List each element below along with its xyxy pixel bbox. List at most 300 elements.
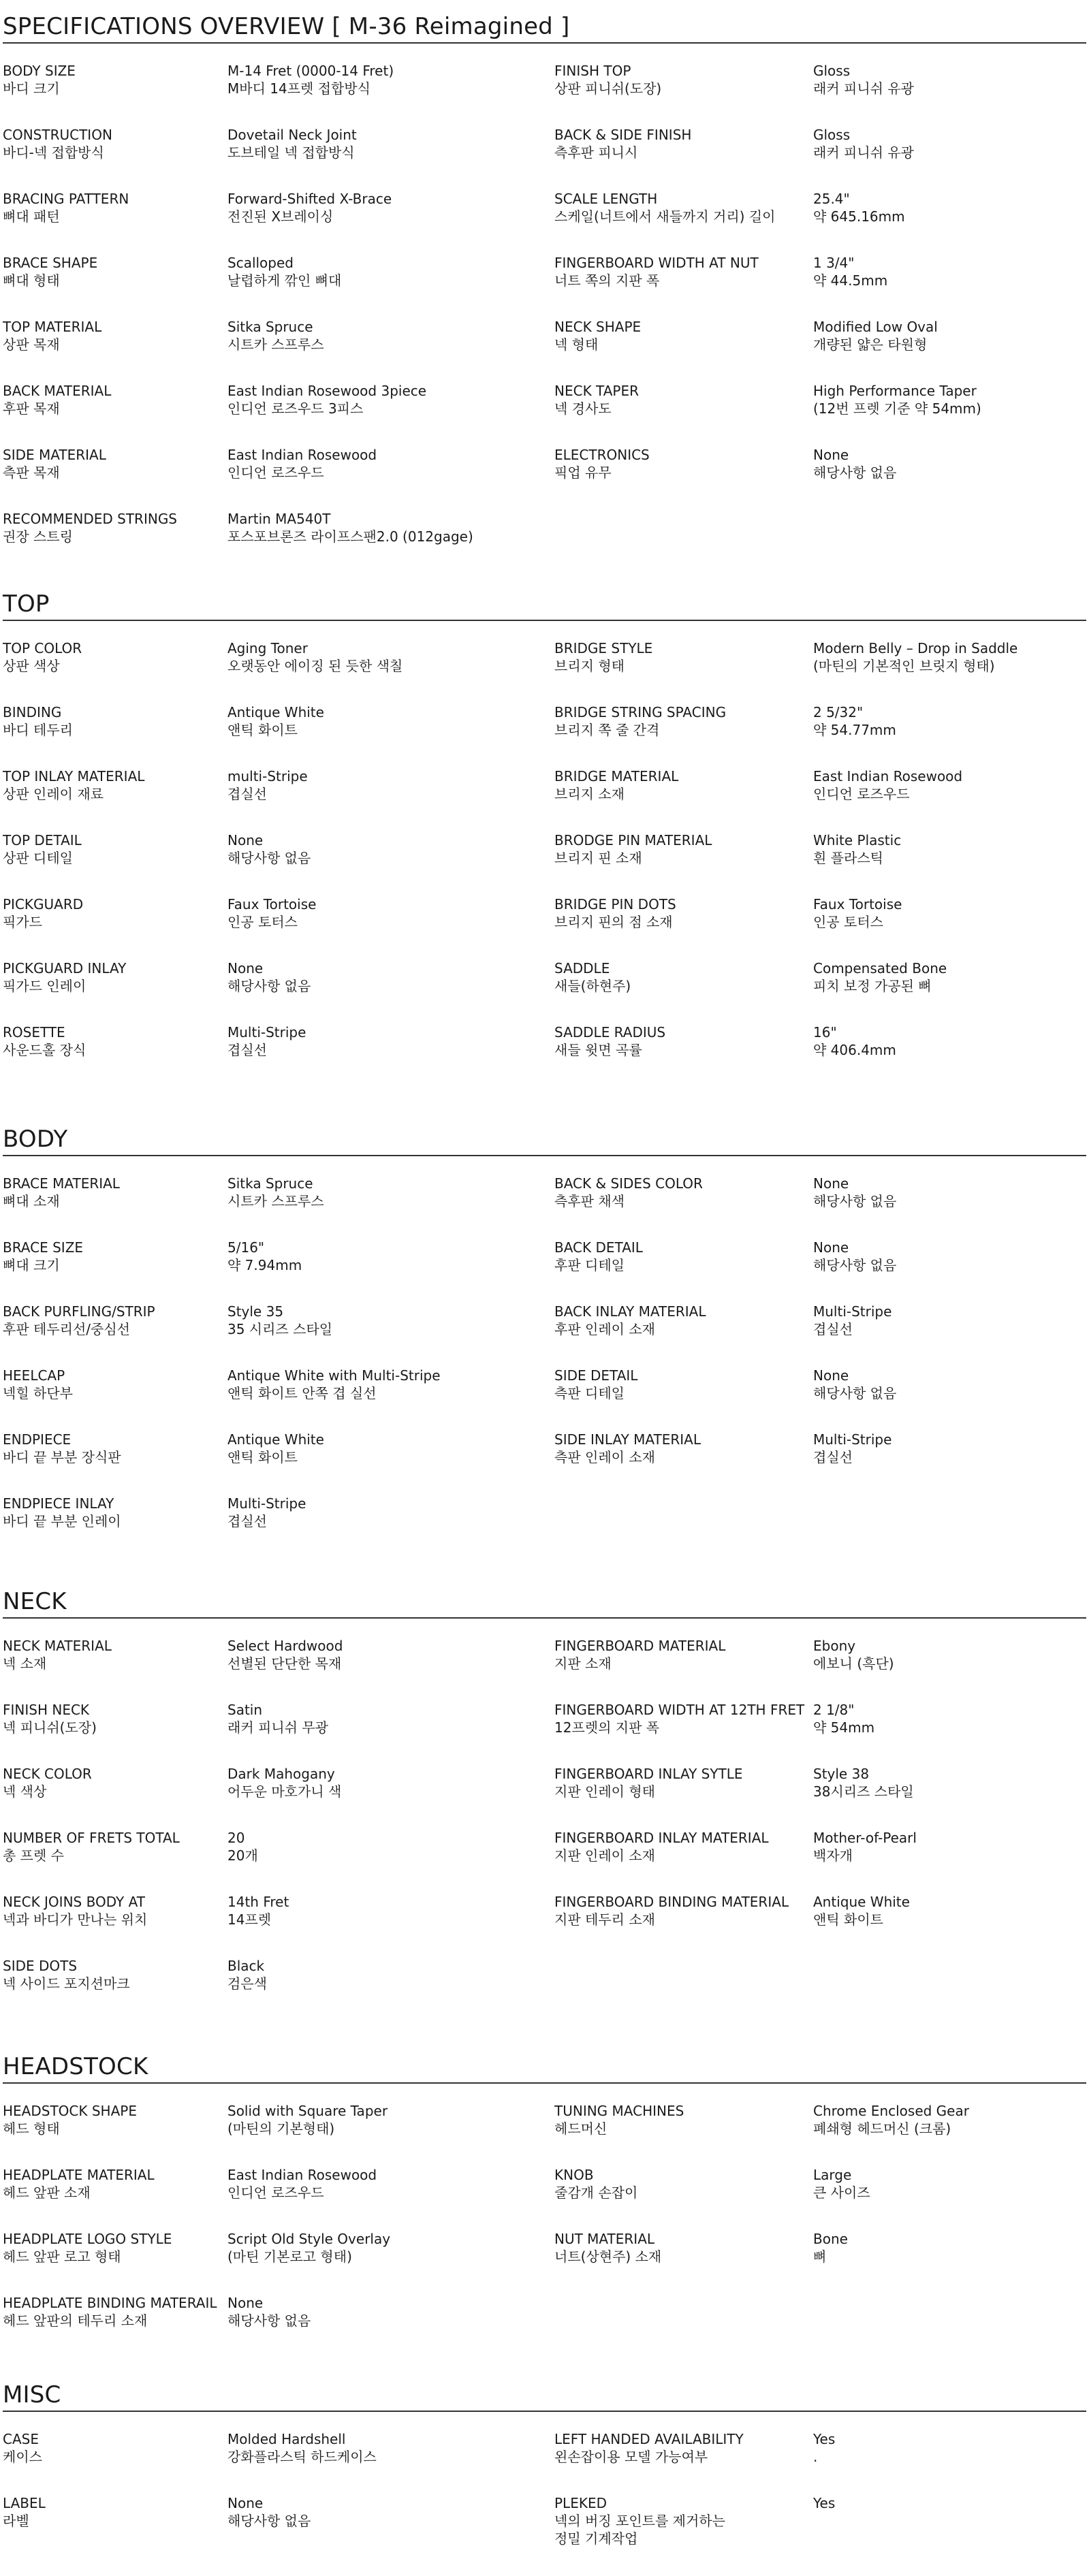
spec-value: [813, 1637, 1089, 1701]
spec-value-en: 2 1/8": [813, 1702, 855, 1718]
spec-label-ko: 브리지 핀의 점 소재: [554, 914, 673, 930]
spec-label-ko: 바디 테두리: [3, 722, 73, 738]
spec-value: [227, 62, 554, 126]
spec-value-ko: 래커 피니쉬 유광: [813, 80, 914, 97]
spec-value: [227, 2494, 554, 2558]
spec-label-ko: 넥 색상: [3, 1783, 47, 1800]
spec-value: [227, 639, 554, 703]
spec-value-ko: 백자개: [813, 1847, 853, 1864]
spec-label-ko: 후판 디테일: [554, 1257, 625, 1273]
spec-label: [3, 126, 227, 190]
spec-value-en: Yes: [813, 2495, 836, 2511]
spec-value-en: None: [813, 1239, 849, 1256]
spec-label-en: NUT MATERIAL: [554, 2231, 655, 2247]
spec-label: [554, 1303, 813, 1367]
spec-label-ko: 픽업 유무: [554, 464, 612, 481]
spec-label: [554, 318, 813, 382]
spec-label-ko: 브리지 형태: [554, 658, 625, 674]
spec-label-ko: 넥 형태: [554, 336, 599, 353]
spec-value-en: None: [227, 832, 264, 848]
spec-label: [554, 959, 813, 1023]
spec-value: [813, 1893, 1089, 1957]
spec-label-ko: 측후판 피니시: [554, 144, 638, 161]
section-title: NECK: [3, 1590, 1086, 1619]
spec-value-en: Molded Hardshell: [227, 2431, 346, 2447]
spec-grid: [3, 1619, 1086, 2021]
spec-value: [813, 959, 1089, 1023]
spec-value-ko: 시트카 스프루스: [227, 1193, 324, 1209]
spec-label: [3, 2494, 227, 2558]
spec-label-en: BRACING PATTERN: [3, 191, 129, 207]
spec-value-ko: 35 시리즈 스타일: [227, 1321, 333, 1337]
spec-label-ko: 뼈대 형태: [3, 272, 60, 289]
spec-value: [227, 2230, 554, 2294]
spec-value-ko: 해당사항 없음: [227, 2312, 311, 2329]
spec-value-ko: 약 645.16mm: [813, 208, 905, 225]
spec-value-en: Dark Mahogany: [227, 1766, 335, 1782]
spec-label-en: NECK COLOR: [3, 1766, 92, 1782]
spec-value-ko: 래커 피니쉬 유광: [813, 144, 914, 161]
spec-value-ko: 오랫동안 에이징 된 듯한 색칠: [227, 658, 403, 674]
spec-label: [554, 2430, 813, 2494]
spec-label: [554, 190, 813, 254]
spec-label-en: BRACE SIZE: [3, 1239, 84, 1256]
spec-label-ko: 왼손잡이용 모델 가능여부: [554, 2449, 708, 2465]
spec-label-ko: 측판 디테일: [554, 1385, 625, 1401]
spec-value: [813, 1023, 1089, 1087]
spec-value: [813, 1495, 1089, 1559]
spec-value: [813, 126, 1089, 190]
spec-value-ko: 강화플라스틱 하드케이스: [227, 2449, 377, 2465]
spec-label-en: BRIDGE STRING SPACING: [554, 704, 727, 720]
spec-value: [813, 318, 1089, 382]
spec-value: [227, 2430, 554, 2494]
spec-label: [554, 62, 813, 126]
spec-value-ko: 약 54.77mm: [813, 722, 896, 738]
spec-label-ko: 후판 테두리선/중심선: [3, 1321, 130, 1337]
spec-value: [813, 1957, 1089, 2021]
spec-label-en: FINISH TOP: [554, 63, 631, 79]
spec-value-en: 16": [813, 1024, 837, 1040]
spec-value: [813, 446, 1089, 510]
spec-label-en: ENDPIECE: [3, 1431, 72, 1448]
spec-label: [554, 1701, 813, 1765]
spec-label-ko: 바디 끝 부분 장식판: [3, 1449, 121, 1465]
spec-value-en: Solid with Square Taper: [227, 2103, 388, 2119]
spec-value-ko: 20개: [227, 1847, 258, 1864]
spec-value-en: Aging Toner: [227, 640, 308, 656]
spec-label: [554, 1431, 813, 1495]
spec-label: [554, 510, 813, 574]
spec-value: [227, 1765, 554, 1829]
spec-value-en: None: [813, 447, 849, 463]
spec-value-en: Large: [813, 2167, 852, 2183]
spec-value-ko: 앤틱 화이트: [227, 1449, 298, 1465]
spec-label-en: SCALE LENGTH: [554, 191, 658, 207]
spec-label-ko: 넥 피니쉬(도장): [3, 1719, 97, 1736]
spec-value: [227, 2294, 554, 2358]
spec-value: [813, 1239, 1089, 1303]
spec-label-en: LABEL: [3, 2495, 46, 2511]
spec-label-en: CONSTRUCTION: [3, 127, 112, 143]
spec-value-ko: 해당사항 없음: [227, 2513, 311, 2529]
spec-label: [3, 1239, 227, 1303]
spec-value-en: Forward-Shifted X-Brace: [227, 191, 392, 207]
spec-label-ko: 권장 스트링: [3, 528, 73, 545]
spec-value-en: Chrome Enclosed Gear: [813, 2103, 969, 2119]
spec-label-en: FINISH NECK: [3, 1702, 90, 1718]
spec-label: [3, 1893, 227, 1957]
spec-label-ko: 지판 인레이 소재: [554, 1847, 655, 1864]
spec-label-en: BRIDGE PIN DOTS: [554, 896, 676, 912]
spec-value: [227, 1239, 554, 1303]
spec-label: [554, 382, 813, 446]
spec-value: [813, 1701, 1089, 1765]
spec-label: [3, 1023, 227, 1087]
spec-value: [227, 1023, 554, 1087]
spec-value-en: East Indian Rosewood 3piece: [227, 383, 427, 399]
spec-label: [554, 2102, 813, 2166]
spec-grid: [3, 1156, 1086, 1559]
spec-label-en: TOP INLAY MATERIAL: [3, 768, 145, 784]
spec-value: [813, 510, 1089, 574]
spec-label-ko: 바디 끝 부분 인레이: [3, 1513, 121, 1529]
spec-label: [554, 1367, 813, 1431]
spec-label-en: ROSETTE: [3, 1024, 65, 1040]
spec-value: [227, 1829, 554, 1893]
spec-label-ko: 픽가드: [3, 914, 42, 930]
spec-label-ko: 너트 쪽의 지판 폭: [554, 272, 660, 289]
spec-value-ko: 해당사항 없음: [813, 464, 897, 481]
spec-value-ko: 인공 토터스: [227, 914, 298, 930]
spec-value-en: Gloss: [813, 63, 851, 79]
spec-label: [3, 510, 227, 574]
spec-label-ko: 지판 테두리 소재: [554, 1911, 655, 1928]
spec-value: [813, 1303, 1089, 1367]
spec-label-ko: 줄감개 손잡이: [554, 2184, 638, 2201]
spec-label-en: SIDE MATERIAL: [3, 447, 106, 463]
spec-value-en: Multi-Stripe: [227, 1495, 306, 1512]
spec-label: [554, 1765, 813, 1829]
spec-label-en: HEADPLATE MATERIAL: [3, 2167, 155, 2183]
spec-label: [3, 190, 227, 254]
spec-label-en: NECK TAPER: [554, 383, 639, 399]
spec-value-ko: 38시리즈 스타일: [813, 1783, 914, 1800]
spec-label-ko: 새들 윗면 곡률: [554, 1042, 642, 1058]
spec-value: [227, 1495, 554, 1559]
spec-label-en: NECK MATERIAL: [3, 1638, 112, 1654]
spec-label-en: PLEKED: [554, 2495, 607, 2511]
spec-label: [3, 1765, 227, 1829]
spec-value-ko: 날렵하게 깎인 뼈대: [227, 272, 342, 289]
spec-label-en: HEADPLATE LOGO STYLE: [3, 2231, 172, 2247]
spec-label-ko: 뼈대 패턴: [3, 208, 60, 225]
spec-value-ko: 해당사항 없음: [227, 850, 311, 866]
spec-label-ko: 넥 소재: [3, 1655, 47, 1672]
spec-label: [3, 767, 227, 831]
spec-value-ko: 약 7.94mm: [227, 1257, 302, 1273]
spec-value: [227, 254, 554, 318]
spec-value-ko: (마틴의 기본형태): [227, 2120, 335, 2137]
spec-label-en: FINGERBOARD WIDTH AT 12TH FRET: [554, 1702, 805, 1718]
spec-label: [3, 2294, 227, 2358]
spec-label-ko: 스케일(너트에서 새들까지 거리) 길이: [554, 208, 776, 225]
spec-value-en: 5/16": [227, 1239, 265, 1256]
spec-label-en: BACK MATERIAL: [3, 383, 112, 399]
spec-grid: [3, 621, 1086, 1087]
spec-value-en: Scalloped: [227, 255, 294, 271]
spec-label: [3, 639, 227, 703]
spec-grid: [3, 44, 1086, 574]
spec-value: [227, 703, 554, 767]
spec-value-ko: (마틴의 기본적인 브릿지 형태): [813, 658, 995, 674]
section-body: [3, 1128, 1086, 1559]
spec-value-ko: 인디언 로즈우드: [227, 464, 324, 481]
spec-value-ko: 해당사항 없음: [227, 978, 311, 994]
spec-label: [3, 831, 227, 895]
spec-label: [554, 1957, 813, 2021]
spec-value: [227, 1637, 554, 1701]
spec-value: [227, 1303, 554, 1367]
spec-value: [813, 1431, 1089, 1495]
spec-value-en: Sitka Spruce: [227, 1175, 313, 1192]
spec-label: [3, 62, 227, 126]
spec-value-ko: 해당사항 없음: [813, 1257, 897, 1273]
spec-value-en: Antique White: [227, 704, 324, 720]
spec-value-ko: 도브테일 넥 접합방식: [227, 144, 355, 161]
spec-value-ko: (12번 프렛 기준 약 54mm): [813, 400, 981, 417]
spec-value-ko: 피치 보정 가공된 뼈: [813, 978, 932, 994]
spec-value: [227, 1893, 554, 1957]
spec-value-en: Satin: [227, 1702, 263, 1718]
spec-value-en: Antique White: [227, 1431, 324, 1448]
spec-label: [554, 446, 813, 510]
spec-value-en: Script Old Style Overlay: [227, 2231, 391, 2247]
spec-value-ko: 겹실선: [813, 1449, 853, 1465]
spec-value-en: Antique White: [813, 1894, 910, 1910]
spec-label-ko: 뼈대 크기: [3, 1257, 60, 1273]
spec-value-en: multi-Stripe: [227, 768, 308, 784]
spec-label-en: TOP COLOR: [3, 640, 82, 656]
spec-value-ko: 검은색: [227, 1975, 267, 1992]
spec-label-ko: 상판 피니쉬(도장): [554, 80, 662, 97]
spec-label: [554, 2494, 813, 2558]
spec-label: [554, 1893, 813, 1957]
spec-label-en: FINGERBOARD BINDING MATERIAL: [554, 1894, 789, 1910]
spec-value: [227, 1957, 554, 2021]
spec-value: [813, 1765, 1089, 1829]
spec-value-ko: 겹실선: [813, 1321, 853, 1337]
spec-value: [227, 1701, 554, 1765]
spec-value: [813, 190, 1089, 254]
spec-label: [3, 2230, 227, 2294]
spec-value-en: White Plastic: [813, 832, 902, 848]
spec-value: [813, 895, 1089, 959]
spec-label-ko: 너트(상현주) 소재: [554, 2248, 662, 2265]
spec-label: [554, 2230, 813, 2294]
spec-value-ko: 선별된 단단한 목재: [227, 1655, 342, 1672]
spec-value-ko: 앤틱 화이트: [813, 1911, 883, 1928]
spec-label-en: ENDPIECE INLAY: [3, 1495, 114, 1512]
spec-label-en: SADDLE: [554, 960, 610, 976]
spec-label: [554, 1829, 813, 1893]
spec-grid: [3, 2084, 1086, 2358]
spec-label-en: BACK PURFLING/STRIP: [3, 1303, 155, 1320]
spec-value-ko: 겹실선: [227, 1513, 267, 1529]
spec-value-en: Gloss: [813, 127, 851, 143]
spec-value-ko: 약 44.5mm: [813, 272, 888, 289]
spec-label: [3, 1637, 227, 1701]
section-misc: [3, 2383, 1086, 2558]
spec-value-en: High Performance Taper: [813, 383, 977, 399]
spec-value-en: East Indian Rosewood: [227, 2167, 377, 2183]
spec-value-ko: 앤틱 화이트 안쪽 겹 실선: [227, 1385, 377, 1401]
spec-value-ko: 인디언 로즈우드: [813, 786, 910, 802]
spec-value-en: Faux Tortoise: [813, 896, 902, 912]
spec-label-en: TOP MATERIAL: [3, 319, 102, 335]
spec-value-ko: 어두운 마호가니 색: [227, 1783, 342, 1800]
spec-value-en: Select Hardwood: [227, 1638, 343, 1654]
spec-value: [227, 446, 554, 510]
spec-value-en: Dovetail Neck Joint: [227, 127, 357, 143]
spec-label-ko: 넥힐 하단부: [3, 1385, 73, 1401]
spec-value-ko: 에보니 (흑단): [813, 1655, 894, 1672]
spec-label-en: BACK & SIDE FINISH: [554, 127, 692, 143]
spec-label: [554, 254, 813, 318]
spec-label-en: RECOMMENDED STRINGS: [3, 511, 178, 527]
spec-label-ko: 넥의 버징 포인트를 제거하는 정밀 기계작업: [554, 2513, 725, 2547]
spec-value-en: Multi-Stripe: [813, 1303, 892, 1320]
spec-label-en: SIDE DOTS: [3, 1958, 78, 1974]
spec-value-en: M-14 Fret (0000-14 Fret): [227, 63, 394, 79]
spec-label-en: BACK & SIDES COLOR: [554, 1175, 703, 1192]
spec-label-en: NECK SHAPE: [554, 319, 642, 335]
spec-label-en: FINGERBOARD INLAY MATERIAL: [554, 1830, 769, 1846]
spec-value-ko: 인디언 로즈우드: [227, 2184, 324, 2201]
section-title: TOP: [3, 592, 1086, 621]
spec-value: [227, 318, 554, 382]
spec-value: [813, 767, 1089, 831]
spec-value-en: 1 3/4": [813, 255, 855, 271]
spec-label-ko: 넥 경사도: [554, 400, 612, 417]
section-overview: [3, 0, 1086, 574]
spec-value-ko: .: [813, 2449, 818, 2465]
spec-value: [227, 895, 554, 959]
spec-label-ko: 바디 크기: [3, 80, 60, 97]
spec-label-en: BODY SIZE: [3, 63, 76, 79]
spec-label-en: BINDING: [3, 704, 62, 720]
spec-value-ko: (마틴 기본로고 형태): [227, 2248, 352, 2265]
spec-value-en: Compensated Bone: [813, 960, 947, 976]
spec-value-en: Modified Low Oval: [813, 319, 938, 335]
spec-value: [813, 2494, 1089, 2558]
spec-label: [3, 446, 227, 510]
spec-label-ko: 측후판 채색: [554, 1193, 625, 1209]
spec-value-en: None: [813, 1367, 849, 1384]
spec-label: [554, 1239, 813, 1303]
spec-label-en: NECK JOINS BODY AT: [3, 1894, 145, 1910]
spec-label-en: NUMBER OF FRETS TOTAL: [3, 1830, 180, 1846]
spec-value-en: 20: [227, 1830, 245, 1846]
spec-value: [813, 1175, 1089, 1239]
spec-label: [3, 318, 227, 382]
spec-label-ko: 새들(하현주): [554, 978, 631, 994]
spec-label-ko: 픽가드 인레이: [3, 978, 86, 994]
spec-value-ko: 래커 피니쉬 무광: [227, 1719, 328, 1736]
spec-value-ko: 앤틱 화이트: [227, 722, 298, 738]
spec-value: [813, 62, 1089, 126]
spec-value-en: Ebony: [813, 1638, 856, 1654]
spec-value-ko: 개량된 얇은 타원형: [813, 336, 928, 353]
spec-value: [227, 126, 554, 190]
spec-value-ko: 인디언 로즈우드 3피스: [227, 400, 364, 417]
spec-label: [3, 1829, 227, 1893]
spec-label: [554, 639, 813, 703]
spec-label-ko: 헤드 앞판 소재: [3, 2184, 91, 2201]
spec-label-ko: 헤드 앞판 로고 형태: [3, 2248, 121, 2265]
spec-value: [813, 831, 1089, 895]
spec-value-ko: 인공 토터스: [813, 914, 883, 930]
spec-label-ko: 뼈대 소재: [3, 1193, 60, 1209]
spec-label: [3, 1431, 227, 1495]
spec-value: [813, 703, 1089, 767]
spec-label-en: BACK DETAIL: [554, 1239, 643, 1256]
spec-value: [813, 1829, 1089, 1893]
spec-label-en: BRIDGE STYLE: [554, 640, 653, 656]
spec-label-ko: 측판 인레이 소재: [554, 1449, 655, 1465]
spec-label-en: BRACE MATERIAL: [3, 1175, 120, 1192]
spec-value: [813, 1367, 1089, 1431]
spec-value: [813, 254, 1089, 318]
spec-label: [3, 1495, 227, 1559]
spec-label-ko: 상판 색상: [3, 658, 60, 674]
spec-label-ko: 측판 목재: [3, 464, 60, 481]
spec-value-en: Faux Tortoise: [227, 896, 317, 912]
spec-value-en: 2 5/32": [813, 704, 864, 720]
spec-label-ko: 후판 목재: [3, 400, 60, 417]
spec-label-ko: 넥과 바디가 만나는 위치: [3, 1911, 148, 1928]
spec-value: [227, 1175, 554, 1239]
spec-label-en: BRODGE PIN MATERIAL: [554, 832, 712, 848]
spec-label-ko: 브리지 핀 소재: [554, 850, 642, 866]
spec-value-en: 25.4": [813, 191, 850, 207]
spec-label: [3, 382, 227, 446]
spec-value-en: None: [227, 960, 264, 976]
spec-value: [227, 959, 554, 1023]
spec-value-en: Modern Belly – Drop in Saddle: [813, 640, 1018, 656]
spec-label-en: SADDLE RADIUS: [554, 1024, 666, 1040]
section-title: MISC: [3, 2383, 1086, 2412]
spec-label-ko: 헤드 앞판의 테두리 소재: [3, 2312, 148, 2329]
spec-label: [3, 2430, 227, 2494]
spec-value-ko: M바디 14프렛 접합방식: [227, 80, 370, 97]
spec-value-en: East Indian Rosewood: [227, 447, 377, 463]
spec-value: [227, 1367, 554, 1431]
spec-label-ko: 넥 사이드 포지션마크: [3, 1975, 130, 1992]
spec-label-ko: 후판 인레이 소재: [554, 1321, 655, 1337]
spec-label: [554, 1023, 813, 1087]
spec-label: [554, 126, 813, 190]
spec-label-ko: 상판 인레이 재료: [3, 786, 104, 802]
spec-label-en: BRACE SHAPE: [3, 255, 98, 271]
spec-label-en: PICKGUARD: [3, 896, 84, 912]
spec-label-ko: 지판 인레이 형태: [554, 1783, 655, 1800]
spec-label-ko: 총 프렛 수: [3, 1847, 64, 1864]
spec-value-ko: 해당사항 없음: [813, 1385, 897, 1401]
spec-value: [227, 767, 554, 831]
spec-value-en: Style 35: [227, 1303, 284, 1320]
spec-label: [554, 2294, 813, 2358]
